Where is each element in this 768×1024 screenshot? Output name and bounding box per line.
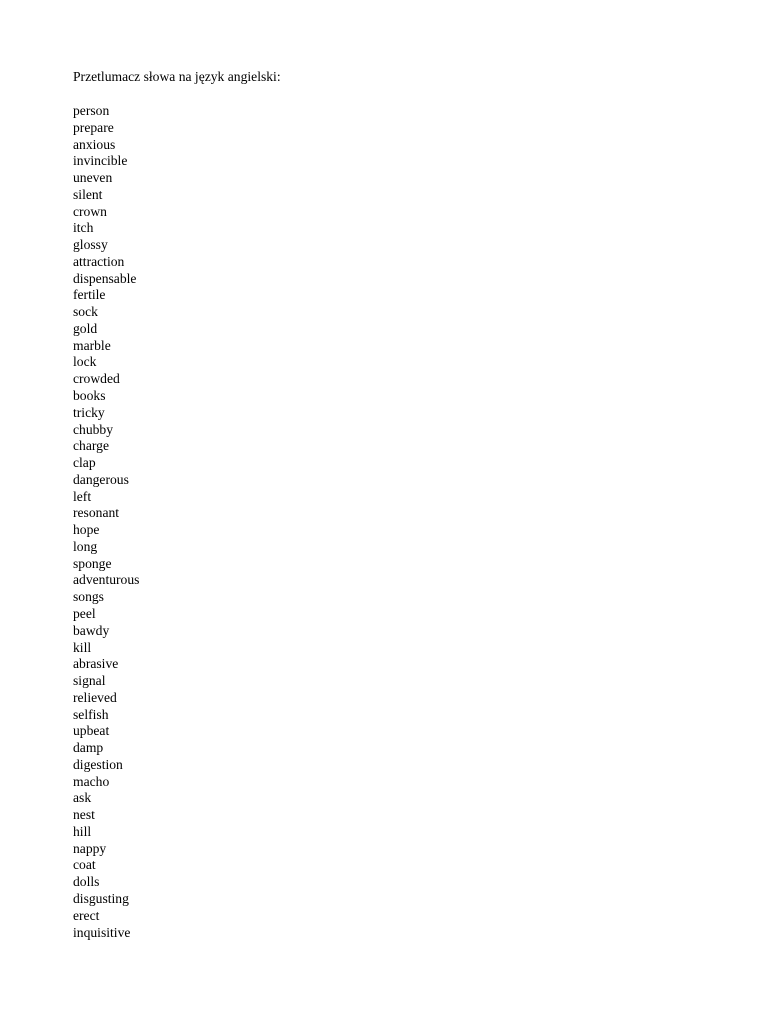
word-item: left xyxy=(73,488,92,504)
word-item: hope xyxy=(73,522,100,538)
word-item: hill xyxy=(73,823,92,839)
word-item: damp xyxy=(73,740,104,756)
word-item: crown xyxy=(73,203,107,219)
word-item: sponge xyxy=(73,555,112,571)
word-item: resonant xyxy=(73,505,120,521)
word-item: coat xyxy=(73,857,96,873)
word-item: invincible xyxy=(73,153,128,169)
word-item: charge xyxy=(73,438,109,454)
word-item: abrasive xyxy=(73,656,119,672)
word-item: signal xyxy=(73,673,106,689)
word-item: anxious xyxy=(73,136,116,152)
word-item: marble xyxy=(73,337,111,353)
word-item: books xyxy=(73,388,106,404)
word-item: nappy xyxy=(73,840,107,856)
word-item: ask xyxy=(73,790,92,806)
word-item: fertile xyxy=(73,287,106,303)
word-item: person xyxy=(73,103,110,118)
word-item: inquisitive xyxy=(73,924,131,940)
word-item: songs xyxy=(73,589,104,605)
word-item: bawdy xyxy=(73,622,110,638)
word-item: macho xyxy=(73,773,110,789)
instruction-heading: Przetlumacz słowa na język angielski: xyxy=(73,69,281,84)
word-item: chubby xyxy=(73,421,114,437)
word-item: nest xyxy=(73,807,95,823)
word-item: itch xyxy=(73,220,94,236)
word-item: long xyxy=(73,538,98,554)
word-item: lock xyxy=(73,354,97,370)
word-item: adventurous xyxy=(73,572,140,588)
word-item: silent xyxy=(73,186,103,202)
word-item: clap xyxy=(73,455,96,471)
word-item: sock xyxy=(73,304,98,320)
word-item: relieved xyxy=(73,689,117,705)
word-item: dispensable xyxy=(73,270,137,286)
word-item: attraction xyxy=(73,253,125,269)
word-item: dangerous xyxy=(73,471,129,487)
word-item: disgusting xyxy=(73,890,129,906)
word-item: selfish xyxy=(73,706,109,722)
word-item: dolls xyxy=(73,874,100,890)
word-item: crowded xyxy=(73,371,120,387)
word-list xyxy=(73,103,139,941)
word-item: erect xyxy=(73,907,100,923)
word-item: glossy xyxy=(73,237,108,253)
word-item: prepare xyxy=(73,119,114,135)
word-item: kill xyxy=(73,639,92,655)
word-item: peel xyxy=(73,605,96,621)
word-item: uneven xyxy=(73,170,113,186)
word-item: upbeat xyxy=(73,723,110,739)
word-item: tricky xyxy=(73,404,105,420)
word-item: digestion xyxy=(73,756,123,772)
word-item: gold xyxy=(73,320,98,336)
